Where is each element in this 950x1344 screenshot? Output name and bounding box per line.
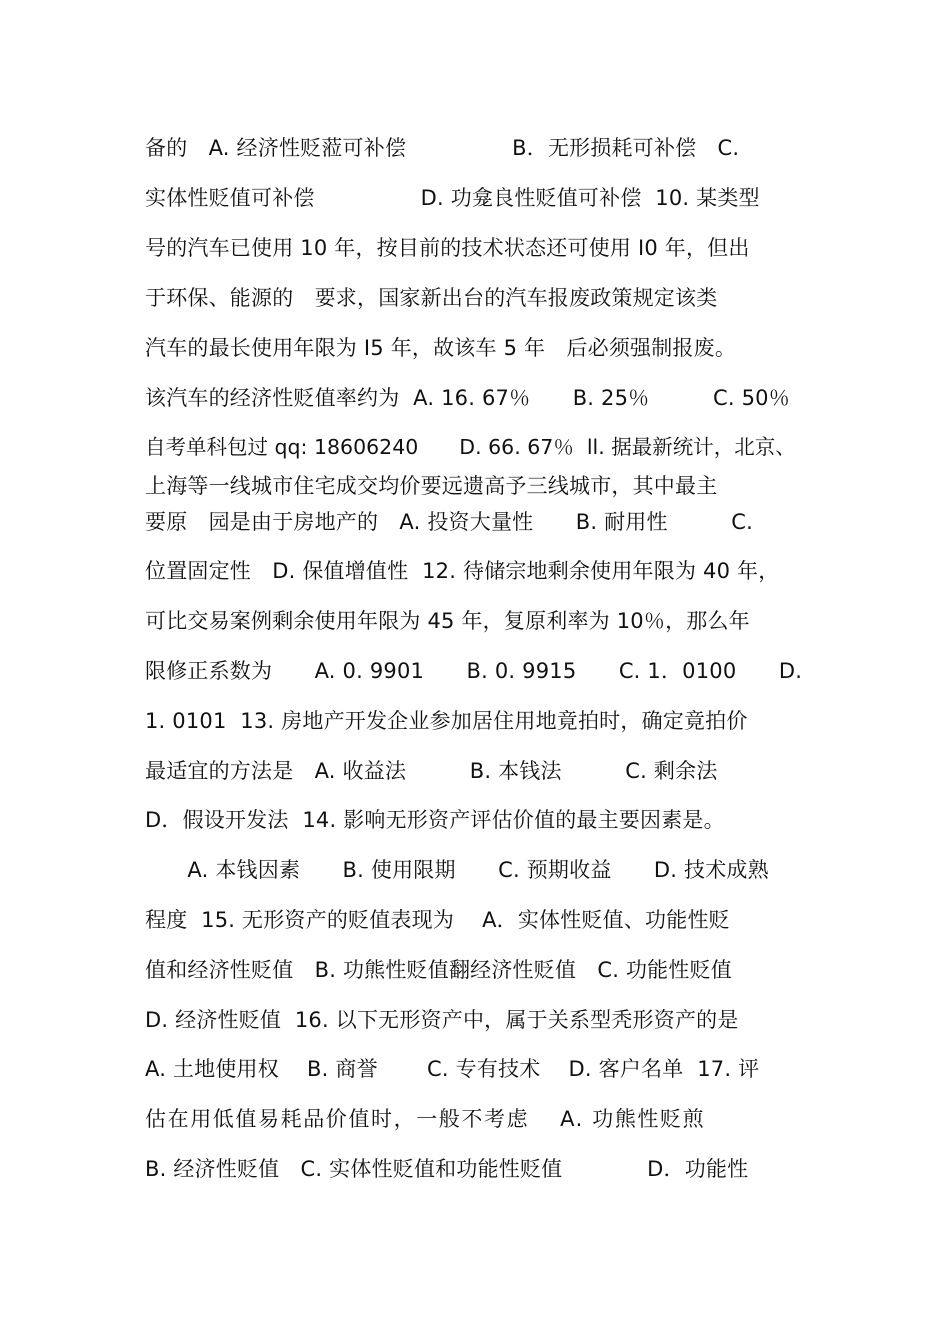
text-line: 要原 园是由于房地产的 A. 投资大量性 B. 耐用性 C. [145, 510, 754, 534]
text-line: 位置固定性 D. 保值增值性 12. 待储宗地剩余使用年限为 40 年， [145, 559, 780, 583]
text-line: 实体性贬值可补偿 D. 功龛良性贬值可补偿 10. 某类型 [145, 186, 760, 210]
text-line: 备的 A. 经济性贬蒞可补偿 B．无形损耗可补偿 C. [145, 136, 740, 160]
text-line: 上海等一线城市住宅成交均价要远遗高予三线城市，其中最主 [145, 474, 718, 498]
text-line: A. 土地使用权 B. 商誉 C. 专有技术 D. 客户名单 17. 评 [145, 1057, 760, 1081]
text-line: A. 本钱因素 B. 使用限期 C. 预期收益 D. 技术成熟 [145, 858, 769, 882]
text-line: 最适宜的方法是 A. 收益法 B. 本钱法 C. 剩余法 [145, 759, 718, 783]
text-line: B. 经济性贬值 C. 实体性贬值和功能性贬值 D．功能性 [145, 1157, 749, 1181]
text-line: 汽车的最长使用年限为 I5 年，故该车 5 年 后必须强制报废。 [145, 336, 737, 360]
text-line: 号的汽车已使用 10 年，按目前的技术状态还可使用 I0 年，但出 [145, 236, 750, 260]
text-line: 估在用低值易耗品价值时，一般不考虑 A. 功熊性贬煎 [145, 1107, 706, 1131]
text-line: 程度 15. 无形资产的贬值表现为 A．实体性贬值、功能性贬 [145, 908, 730, 932]
text-line: 值和经济性贬值 B. 功熊性贬值翻经济性贬值 C. 功能性贬值 [145, 958, 732, 982]
text-line: 限修正系数为 A. 0. 9901 B. 0. 9915 C. 1．0100 D. [145, 659, 803, 683]
text-line: D．假设开发法 14. 影响无形资产评估价值的最主要因素是。 [145, 808, 725, 832]
text-line: 该汽车的经济性贬值率约为 A. 16. 67％ B. 25％ C. 50％ [145, 386, 790, 410]
text-line: 于环保、能源的 要求，国家新出台的汽车报废政策规定该类 [145, 286, 718, 310]
text-line: 自考单科包过 qq: 18606240 D. 66. 67％ ll. 据最新统计，北京、 [145, 435, 796, 459]
text-line: D. 经济性贬值 16. 以下无形资产中，属于关系型秃形资产的是 [145, 1008, 739, 1032]
text-line: 1. 0101 13. 房地产开发企业参加居住用地竟拍时，确定竟拍价 [145, 709, 748, 733]
text-line: 可比交易案例剩余使用年限为 45 年，复原利率为 10％，那么年 [145, 609, 750, 633]
